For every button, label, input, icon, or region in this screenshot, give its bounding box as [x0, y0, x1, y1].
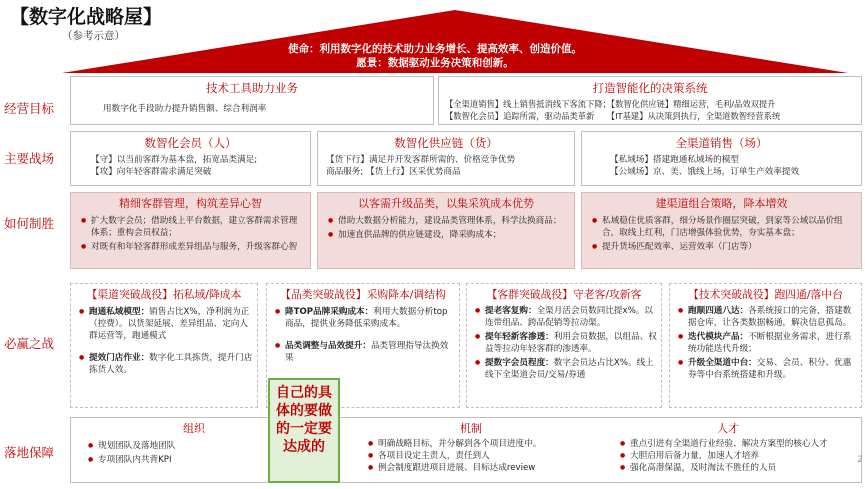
win-item: ● 提效门店作业：数字化工具拣货，提升门店拣货人效。: [89, 352, 253, 376]
battle-line: 【守】以当前客群为基本盘，拓宽品类满足;: [91, 155, 258, 165]
page-title: 【数字化战略屋】: [10, 6, 163, 28]
win-item: ● 提年轻新客渗透：利用会员数据，以组品、权益等拉动年轻客群的渗透率。: [485, 331, 657, 355]
vision-text: 愿景：数据驱动业务决策和创新。: [356, 57, 514, 69]
win-list: [273, 306, 455, 364]
win-item: ● 迭代模块产品：不断根据业务需求，进行系统功能迭代升级；: [688, 331, 857, 355]
goal-left-text: 用数字化手段助力提升销售额、综合利润率: [103, 104, 267, 114]
battle-title: 全渠道销售（场）: [675, 136, 768, 150]
page-number: 2: [857, 455, 863, 465]
win-item: ● 提老客复购：全渠月活会员数同比提x%。以连带组品、跨品促销等拉动渠。: [485, 305, 657, 329]
row-label-support: 落地保障: [4, 445, 55, 460]
row-label-wins: 必赢之战: [4, 336, 55, 351]
support-title: 人才: [717, 422, 739, 435]
win-item: ● 提数字会员程度：数字会员达占比X%。线上线下全渠道会员/交易/券通: [485, 357, 657, 381]
battle-line: 【私域场】搭建跑通私域场的模型: [610, 155, 739, 165]
win-card-channel: [70, 283, 258, 408]
support-item: ● 重点引进有全渠道行业经验、解决方案型的核心人才: [630, 438, 858, 450]
support-title: 组织: [183, 422, 205, 435]
win-list: [473, 305, 657, 381]
goal-right-line: 【全渠道销售】线上销售抵消线下客流下降；【数智化供应链】精细运营，毛利/品效双提升: [445, 99, 776, 109]
how-card-channel: [581, 192, 862, 269]
how-title: 建渠道组合策略，降本增效: [655, 197, 788, 210]
battle-line: 【货下行】满足并开发客群所需的、价格竞争优势: [326, 155, 516, 165]
goal-card-right: [438, 76, 862, 125]
support-card-mechanism: [346, 420, 596, 480]
mission-text: 使命：利用数字化的技术助力业务增长、提高效率、创造价值。: [288, 43, 582, 55]
how-list: [590, 215, 857, 253]
row-label-how: 如何制胜: [4, 216, 55, 231]
win-item: ● 跑顺四通八达：各系统接口的完备，搭建数据仓库，让各类数据畅通，解决信息孤岛。: [688, 305, 857, 329]
win-title: 【技术突破战役】跑四通/落中台: [688, 288, 843, 301]
support-card-talent: [598, 420, 858, 480]
support-item: ● 规划团队及落地团队: [98, 440, 314, 452]
how-item: ● 对既有和年轻客群形成差异组品与服务，升级客群心智: [91, 241, 304, 253]
how-list: [326, 215, 568, 241]
win-item: ● 跑通私域模型：销售占比X%，净利润为正（控费）。以货架延展、差异组品、定向人群运营等，跑通模式: [89, 306, 253, 342]
win-title: 【渠道突破战役】拓私域/降成本: [86, 288, 242, 301]
support-list: [366, 438, 596, 474]
battle-card-supply: [317, 131, 575, 186]
win-item: ● 升级全渠道中台：交易、会员、积分、优惠券等中台系统搭建和升级。: [688, 357, 857, 381]
mission-vision: [190, 42, 680, 70]
goal-left-title: 技术工具助力业务: [206, 81, 298, 95]
how-title: 以客需升级品类，以集采筑成本优势: [358, 197, 534, 210]
battle-title: 数智化供应链（货）: [394, 136, 498, 150]
battle-card-channel: [581, 131, 862, 186]
win-card-customer: [466, 283, 662, 408]
how-item: ● 提升货场匹配效率、运营效率（门店等）: [602, 241, 857, 253]
how-title: 精细客群管理，构筑差异心智: [119, 197, 262, 210]
battle-line: 商品服务; 【货上行】区采优势商品: [326, 167, 461, 177]
callout-box: 自己的具体的要做的一定要达成的: [268, 378, 340, 483]
battle-line: 【攻】向年轻客群需求满足突破: [91, 167, 212, 177]
how-item: ● 借助大数据分析能力，建设品类管理体系，科学汰换商品；: [338, 215, 568, 227]
support-item: ● 例会制度跟进项目进展、目标达成review: [378, 462, 596, 474]
win-title: 【品类突破战役】采购降本/调结构: [280, 288, 446, 301]
how-item: ● 私域稳住优质客群，细分场景作圈层突破，到家等公域以品价组合，取线上红利，门店增强体验优势，夯实基本盘；: [602, 215, 857, 239]
win-list: [77, 306, 253, 376]
how-card-member: [70, 192, 311, 269]
win-title: 【客群突破战役】守老客/攻新客: [486, 288, 642, 301]
how-card-supply: [317, 192, 575, 269]
support-title: 机制: [460, 422, 482, 435]
support-item: ● 大胆启用后备力量，加速人才培养: [630, 450, 858, 462]
how-list: [79, 215, 304, 253]
support-item: ● 明确战略目标，并分解到各个项目进度中。: [378, 438, 596, 450]
goal-right-line: 【数智化会员】追踪所需，驱动品类革新 【IT基建】从决策到执行，全渠道数智经营系统: [445, 111, 781, 121]
goal-right-title: 打造智能化的决策系统: [592, 81, 708, 95]
support-item: ● 专项团队内共背KPI: [98, 454, 314, 466]
row-label-goals: 经营目标: [4, 101, 55, 116]
goal-card-left: [70, 76, 434, 125]
how-item: ● 加速直供品牌的供应链建设，降采购成本；: [338, 229, 568, 241]
battle-title: 数智化会员（人）: [144, 136, 237, 150]
battle-line: 【公域场】京、美、饿线上场，订单生产效率提效: [610, 167, 800, 177]
how-item: ● 扩大数字会员；借助线上平台数据，建立客群需求管理体系；重构会员权益；: [91, 215, 304, 239]
page-subtitle: （参考示意）: [62, 30, 125, 42]
support-item: ● 各项目设定主责人，责任到人: [378, 450, 596, 462]
row-label-battles: 主要战场: [4, 151, 55, 166]
battle-card-member: [70, 131, 311, 186]
support-item: ● 强化高潜保温，及时淘汰不胜任的人员: [630, 462, 858, 474]
win-item: ● 品类调整与品效提升：品类管理指导汰换效果: [285, 340, 455, 364]
win-card-tech: [669, 283, 862, 408]
win-item: ● 降TOP品牌采购成本：利用大数据分析top商品，提供业务降低采购成本。: [285, 306, 455, 330]
win-list: [676, 305, 857, 381]
support-list: [618, 438, 858, 474]
